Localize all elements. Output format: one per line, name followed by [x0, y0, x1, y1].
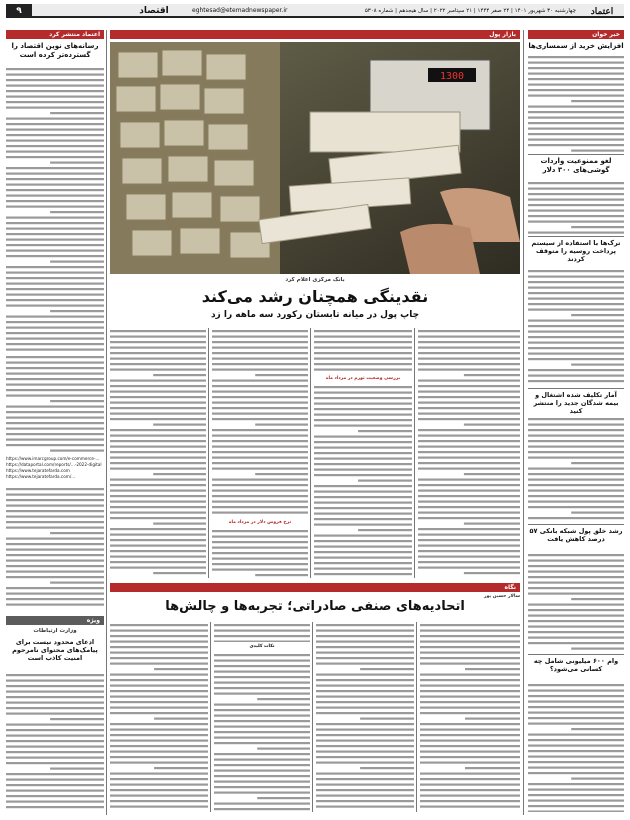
column-divider — [210, 622, 211, 812]
bottom-col-3a — [214, 622, 310, 642]
separator — [528, 524, 624, 525]
text-lines — [528, 416, 624, 522]
left-kicker-2: وزارت ارتباطات — [33, 628, 77, 634]
news-body-6 — [528, 682, 624, 812]
article-col-2b — [314, 384, 412, 578]
author-byline: سالار حسین پور — [484, 594, 520, 599]
article-headline: نقدینگی همچنان رشد می‌کند — [201, 287, 429, 306]
left-body — [6, 66, 104, 352]
page-header — [6, 4, 624, 18]
news-body-2 — [528, 180, 624, 234]
article-subhead-2: نرخ فروش دلار در مرداد ماه — [228, 520, 292, 525]
column-divider — [416, 622, 417, 812]
news-headline-1: افزایش خرید از سمساری‌ها — [528, 42, 624, 50]
separator — [528, 154, 624, 155]
right-column-label: خبر خوان — [528, 30, 624, 39]
text-lines — [6, 672, 104, 812]
reference-url[interactable]: https://www.imarcgroup.com/e-commerce-... — [6, 456, 100, 461]
article-col-3b — [212, 528, 308, 578]
article-col-3a — [212, 328, 308, 518]
article-col-1 — [418, 328, 520, 578]
left-references-intro — [6, 354, 104, 454]
text-lines — [110, 328, 206, 578]
text-lines — [314, 328, 412, 374]
bottom-section-label: نگاه — [110, 583, 520, 592]
svg-text:1300: 1300 — [439, 71, 465, 82]
text-lines — [6, 486, 104, 610]
news-headline-3: ترک‌ها با استفاده از سیستم پرداخت روسیه را متوقف کردند — [531, 239, 621, 264]
text-lines — [528, 552, 624, 652]
text-lines — [6, 66, 104, 352]
bottom-col-3b — [214, 652, 310, 812]
news-body-3 — [528, 268, 624, 386]
left-headline-2: ادعای محدود نیست برای پیامک‌های محتوای نامرحوم امنیت کاذب است — [12, 638, 98, 663]
text-lines — [212, 328, 308, 518]
news-body-5 — [528, 552, 624, 652]
news-headline-4: آمار تکلیف شده اشتغال و بیمه شدگان جدید را منتشر کنید — [533, 391, 619, 416]
separator — [528, 236, 624, 237]
news-body-1 — [528, 54, 624, 152]
article-subhead-1: بررسی وضعیت تورم در مرداد ماه — [325, 376, 401, 381]
newspaper-logo: اعتماد — [590, 7, 614, 17]
text-lines — [528, 682, 624, 812]
separator — [528, 654, 624, 655]
news-headline-5: رشد خلق پول شبکه بانکی ۵۷ درصد کاهش یافت — [529, 527, 623, 544]
news-headline-2: لغو ممنوعیت واردات گوشی‌های ۳۰۰ دلار — [540, 157, 612, 174]
article-col-4 — [110, 328, 206, 578]
date-line: چهارشنبه ۳۰ شهریور ۱۴۰۱ | ۲۴ صفر ۱۴۴۴ | ۲۱ سپتامبر ۲۰۲۲ | سال هیجدهم | شماره ۵۳۰۸ — [364, 8, 576, 14]
column-divider — [208, 328, 209, 578]
left-body-2 — [6, 486, 104, 610]
page-number: ۹ — [6, 4, 32, 18]
bottom-headline: اتحادیه‌های صنفی صادراتی؛ تجربه‌ها و چالش‌ها — [165, 599, 465, 614]
left-headline: رسانه‌های نوین اقتصاد را گسترده‌تر کرده است — [11, 42, 99, 59]
news-body-4 — [528, 416, 624, 522]
bottom-col-2 — [316, 622, 414, 812]
separator — [528, 388, 624, 389]
money-counting-photo — [110, 42, 520, 274]
reference-url[interactable]: https://www.tejaratefarda.com — [6, 468, 70, 473]
article-subheadline: چاپ پول در میانه تابستان رکورد سه ماهه را زد — [210, 310, 420, 320]
text-lines — [110, 622, 208, 812]
text-lines — [314, 384, 412, 578]
text-lines — [528, 180, 624, 234]
center-section-label: بازار پول — [110, 30, 520, 39]
text-lines — [214, 622, 310, 642]
left-body-3 — [6, 672, 104, 812]
article-photo — [110, 42, 520, 274]
bottom-col-1 — [420, 622, 520, 812]
reference-url[interactable]: https://dataportal.com/reports/...-2022-digital — [6, 462, 102, 467]
text-lines — [316, 622, 414, 812]
text-lines — [212, 528, 308, 578]
reference-url[interactable]: https://www.tejaratefarda.com/... — [6, 474, 76, 479]
column-divider — [106, 30, 107, 815]
text-lines — [528, 54, 624, 152]
column-divider — [523, 30, 524, 815]
text-lines — [214, 652, 310, 812]
left-reference-list — [6, 456, 104, 480]
section-title: اقتصاد — [139, 6, 169, 16]
article-kicker: بانک مرکزی اعلام کرد — [285, 277, 345, 283]
text-lines — [418, 328, 520, 578]
column-divider — [310, 328, 311, 578]
bottom-subhead: نکات کلیدی — [249, 644, 275, 649]
article-col-2a — [314, 328, 412, 374]
column-divider — [312, 622, 313, 812]
left-column-label: اعتماد منتشر کرد — [6, 30, 104, 39]
section-email[interactable]: eghtesad@etemadnewspaper.ir — [192, 7, 288, 14]
text-lines — [420, 622, 520, 812]
text-lines — [6, 354, 104, 454]
news-headline-6: وام ۶۰۰ میلیونی شامل چه کسانی می‌شود؟ — [533, 657, 619, 674]
text-lines — [528, 268, 624, 386]
left-column-label-2: ویژه — [6, 616, 104, 625]
column-divider — [414, 328, 415, 578]
bottom-col-4 — [110, 622, 208, 812]
